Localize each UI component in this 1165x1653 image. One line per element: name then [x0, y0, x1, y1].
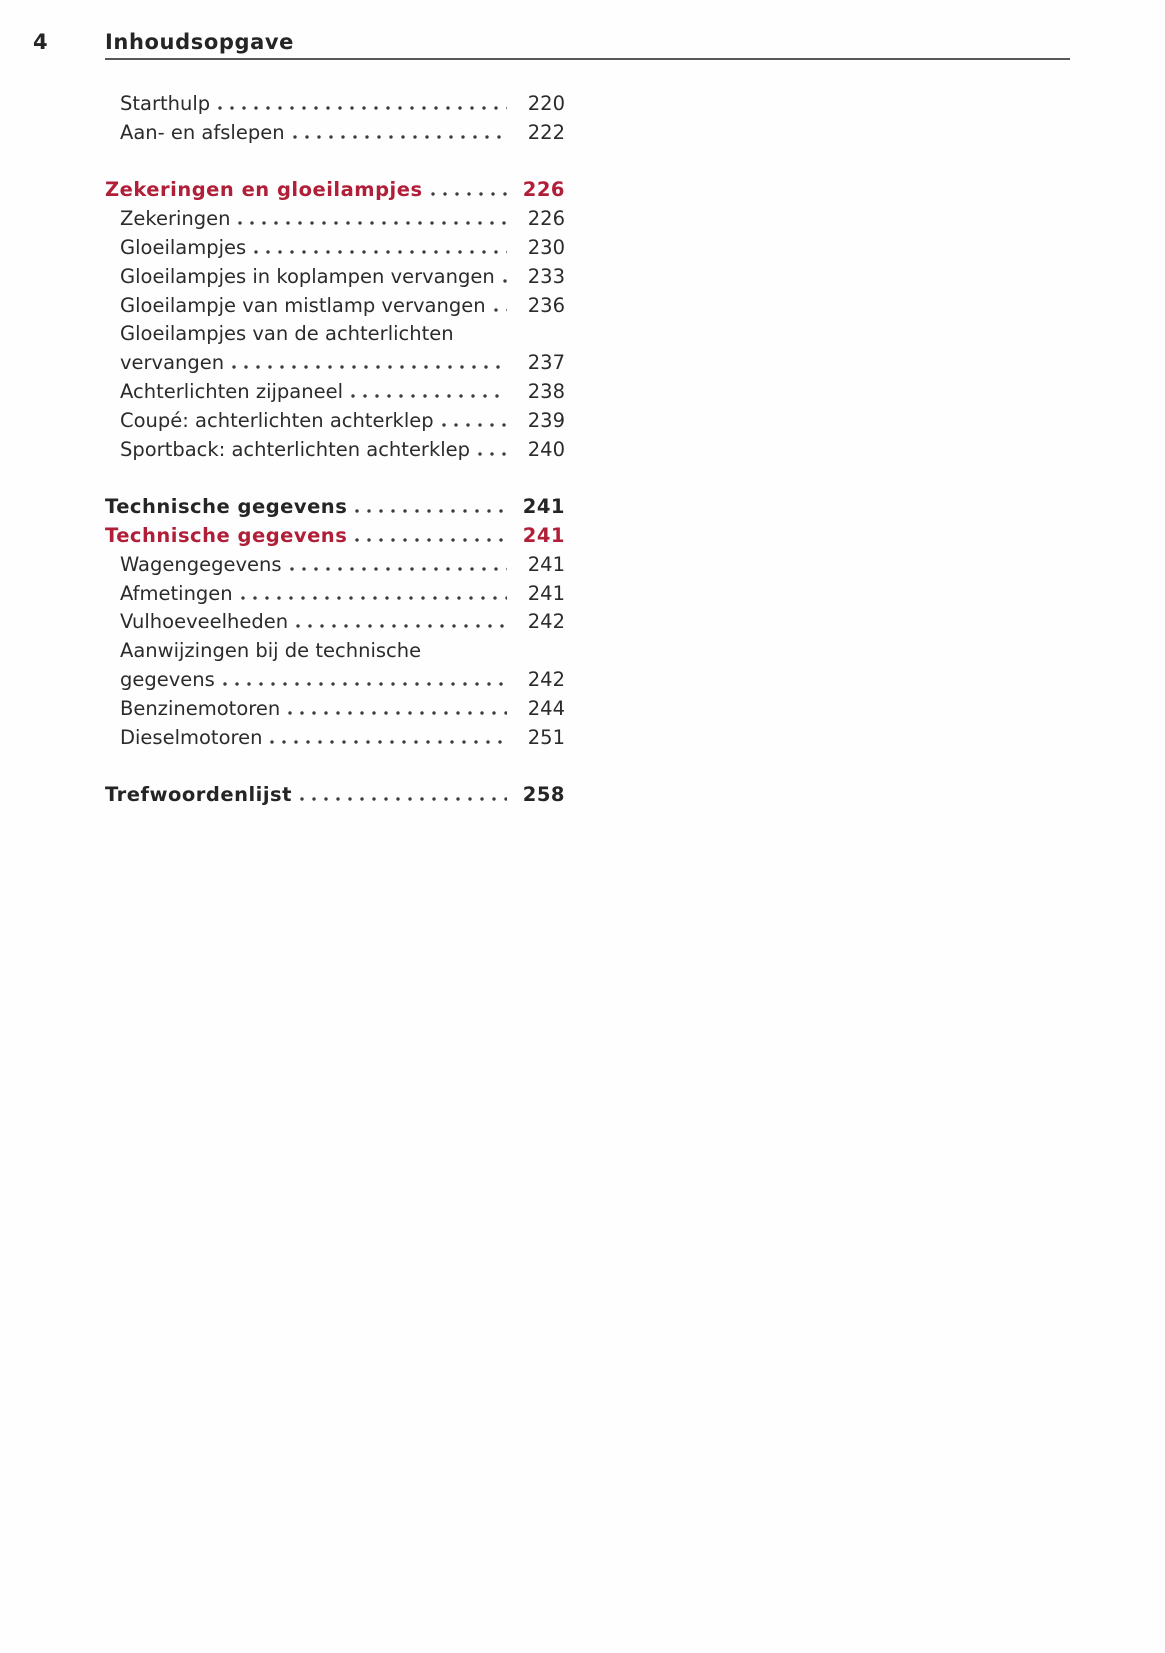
toc-leader-dots: [494, 307, 507, 312]
toc-row: [105, 176, 565, 205]
toc-leader-dots: [293, 134, 507, 139]
toc-leader-dots: [254, 249, 507, 254]
toc-entry-label: Gloeilampjes in koplampen vervangen: [120, 264, 495, 288]
toc-row: [105, 234, 565, 263]
toc-row: [105, 90, 565, 119]
toc-entry-label: Gloeilampje van mistlamp vervangen: [120, 293, 486, 317]
toc-page-number: 240: [527, 437, 565, 461]
toc-page-number: 242: [527, 667, 565, 691]
toc-leader-dots: [431, 191, 507, 196]
toc-entry-label: Dieselmotoren: [120, 725, 263, 749]
toc-leader-dots: [223, 681, 507, 686]
toc-row: [105, 608, 565, 637]
toc-group: [105, 781, 565, 810]
toc-entry-label: Achterlichten zijpaneel: [120, 379, 344, 403]
toc-page-number: 237: [527, 351, 565, 375]
toc-entry-label: Zekeringen: [120, 207, 231, 231]
toc-page-number: 233: [527, 264, 565, 288]
toc-page-number: 226: [522, 178, 565, 202]
toc-leader-dots: [238, 220, 507, 225]
toc-leader-dots: [290, 566, 507, 571]
toc-page-number: 241: [522, 523, 565, 547]
toc-row: [105, 666, 565, 695]
toc-row: [105, 695, 565, 724]
toc-row: [105, 378, 565, 407]
toc-row: [105, 349, 565, 378]
toc-row: [105, 522, 565, 551]
toc-entry-label: gegevens: [120, 667, 215, 691]
toc-row: [105, 637, 565, 666]
toc-leader-dots: [442, 422, 507, 427]
toc-page-number: 242: [527, 610, 565, 634]
toc-group: [105, 90, 565, 148]
toc-leader-dots: [300, 796, 507, 801]
toc-page-number: 230: [527, 235, 565, 259]
toc-page-number: 241: [527, 581, 565, 605]
toc-entry-label: Benzinemotoren: [120, 696, 281, 720]
toc-row: [105, 263, 565, 292]
toc-row: [105, 292, 565, 321]
toc-leader-dots: [503, 278, 507, 283]
toc-row: [105, 119, 565, 148]
table-of-contents: [105, 90, 565, 810]
toc-leader-dots: [218, 105, 507, 110]
toc-group: [105, 176, 565, 464]
toc-page-number: 241: [527, 552, 565, 576]
header-rule: [105, 58, 1070, 60]
toc-entry-label: Technische gegevens: [105, 495, 348, 519]
toc-page-number: 226: [527, 207, 565, 231]
toc-page-number: 241: [522, 495, 565, 519]
toc-group: [105, 493, 565, 752]
toc-page-number: 220: [527, 92, 565, 115]
toc-entry-label: Vulhoeveelheden: [120, 610, 289, 634]
toc-leader-dots: [478, 451, 507, 456]
toc-page-number: 236: [527, 293, 565, 317]
toc-entry-label: Gloeilampjes: [120, 235, 247, 259]
toc-entry-label: Technische gegevens: [105, 523, 348, 547]
toc-leader-dots: [232, 364, 507, 369]
toc-leader-dots: [241, 595, 507, 600]
toc-page-number: 238: [527, 379, 565, 403]
toc-entry-label: Afmetingen: [120, 581, 233, 605]
toc-entry-label: Trefwoordenlijst: [105, 783, 292, 807]
toc-leader-dots: [355, 508, 507, 513]
toc-row: [105, 320, 565, 349]
toc-row: [105, 407, 565, 436]
toc-row: [105, 724, 565, 753]
toc-page-number: 251: [527, 725, 565, 749]
toc-page-number: 244: [527, 696, 565, 720]
toc-row: [105, 580, 565, 609]
toc-entry-label: Sportback: achterlichten achterklep: [120, 437, 471, 461]
toc-leader-dots: [288, 710, 507, 715]
toc-page-number: 258: [522, 783, 565, 807]
toc-row: [105, 493, 565, 522]
toc-entry-label: Wagengegevens: [120, 552, 282, 576]
toc-leader-dots: [296, 623, 507, 628]
page-number: 4: [33, 30, 49, 54]
toc-entry-label: Starthulp: [120, 92, 211, 115]
toc-entry-label: Zekeringen en gloeilampjes: [105, 178, 423, 202]
toc-entry-label: Coupé: achterlichten achterklep: [120, 408, 434, 432]
toc-leader-dots: [355, 537, 507, 542]
toc-entry-label: Aanwijzingen bij de technische: [120, 639, 422, 663]
page-title: Inhoudsopgave: [105, 30, 295, 54]
toc-row: [105, 781, 565, 810]
toc-entry-label: vervangen: [120, 351, 225, 375]
toc-entry-label: Gloeilampjes van de achterlichten: [120, 322, 454, 346]
toc-row: [105, 205, 565, 234]
toc-leader-dots: [351, 393, 507, 398]
toc-row: [105, 436, 565, 465]
toc-page-number: 222: [527, 120, 565, 144]
toc-entry-label: Aan- en afslepen: [120, 120, 285, 144]
toc-leader-dots: [270, 739, 507, 744]
toc-row: [105, 551, 565, 580]
toc-page-number: 239: [527, 408, 565, 432]
